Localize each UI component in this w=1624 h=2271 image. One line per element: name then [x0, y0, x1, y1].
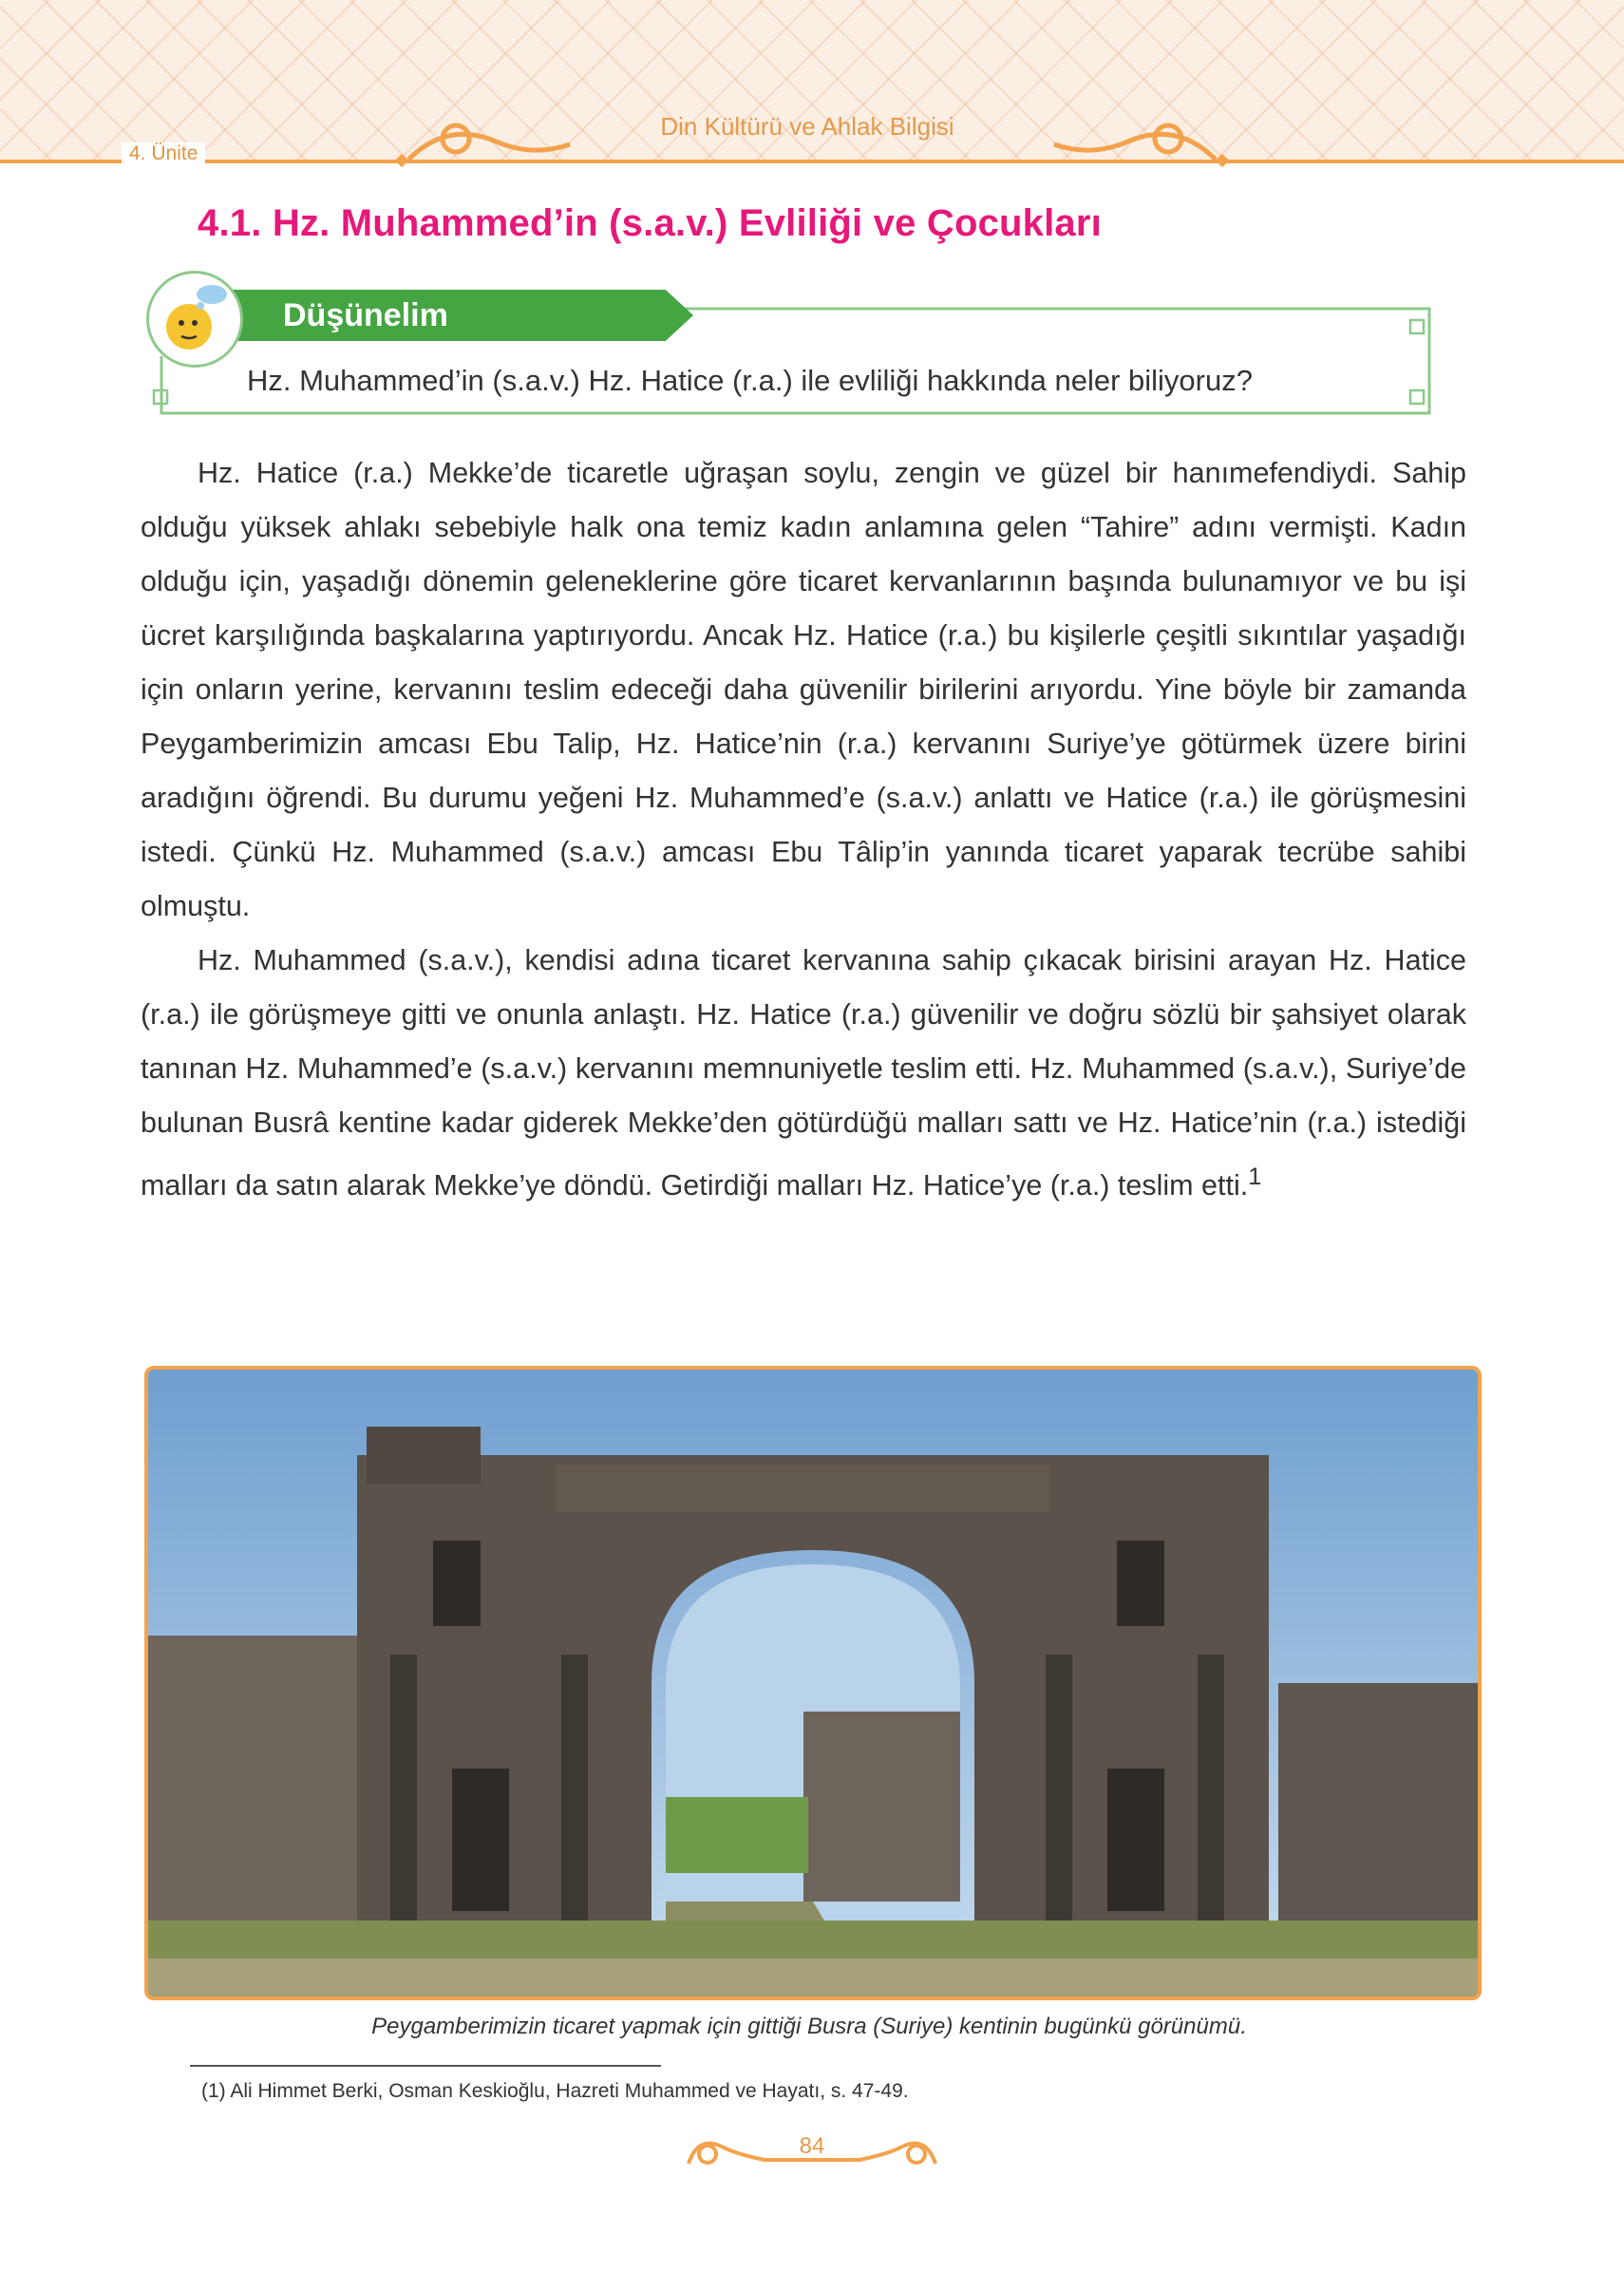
footnote-marker: 1 — [1248, 1164, 1262, 1190]
paragraph-2 — [141, 934, 1466, 1213]
photo-caption: Peygamberimizin ticaret yapmak için gittiği Busra (Suriye) kentinin bugünkü görünümü. — [371, 2014, 1247, 2039]
thinking-face-icon — [146, 271, 243, 368]
think-question: Hz. Muhammed’in (s.a.v.) Hz. Hatice (r.a.) ile evliliği hakkında neler biliyoruz? — [247, 364, 1253, 397]
book-title: Din Kültürü ve Ahlak Bilgisi — [660, 112, 954, 141]
think-label: Düşünelim — [283, 297, 448, 333]
footnote-rule — [190, 2065, 661, 2067]
section-title: 4.1. Hz. Muhammed’in (s.a.v.) Evliliği ve Çocukları — [198, 202, 1102, 244]
think-box — [142, 271, 1453, 432]
paragraph-2-text: Hz. Muhammed (s.a.v.), kendisi adına ticaret kervanına sahip çıkacak birisini arayan Hz. Hatice (r.a.) ile görüşmeye gitti ve onunla anlaştı. Hz. Hatice (r.a.) güvenilir ve doğru sözlü bir şahsiyet olarak tanınan Hz. Muhammed’e (s.a.v.) kervanını memnuniyetle teslim etti. Hz. Muhammed (s.a.v.), Suriye’de bulunan Busrâ kentine kadar giderek Mekke’den götürdüğü malları sattı ve Hz. Hatice’nin (r.a.) istediği malları da satın alarak Mekke’ye döndü. Getirdiği malları Hz. Hatice’ye (r.a.) teslim etti. — [141, 944, 1466, 1202]
body-text — [141, 446, 1466, 1213]
unit-label: 4. Ünite — [122, 142, 205, 165]
page-number: 84 — [799, 2133, 825, 2159]
busra-ruins-photo — [144, 1366, 1482, 2000]
footnote: (1) Ali Himmet Berki, Osman Keskioğlu, Hazreti Muhammed ve Hayatı, s. 47-49. — [201, 2080, 909, 2102]
busra-ruins-image — [148, 1370, 1478, 1997]
paragraph-1: Hz. Hatice (r.a.) Mekke’de ticaretle uğraşan soylu, zengin ve güzel bir hanımefendiydi. Sahip olduğu yüksek ahlakı sebebiyle halk ona temiz kadın anlamına gelen “Tahire” adını vermişti. Kadın olduğu için, yaşadığı dönemin geleneklerine göre ticaret kervanlarının başında bulunamıyor ve bu işi ücret karşılığında başkalarına yaptırıyordu. Ancak Hz. Hatice (r.a.) bu kişilerle çeşitli sıkıntılar yaşadığı için onların yerine, kervanını teslim edeceği daha güvenilir birilerini arıyordu. Yine böyle bir zamanda Peygamberimizin amcası Ebu Talip, Hz. Hatice’nin (r.a.) kervanını Suriye’ye götürmek üzere birini aradığını öğrendi. Bu durumu yeğeni Hz. Muhammed’e (s.a.v.) anlattı ve Hatice (r.a.) ile görüşmesini istedi. Çünkü Hz. Muhammed (s.a.v.) amcası Ebu Tâlip’in yanında ticaret yaparak tecrübe sahibi olmuştu. — [141, 457, 1466, 922]
